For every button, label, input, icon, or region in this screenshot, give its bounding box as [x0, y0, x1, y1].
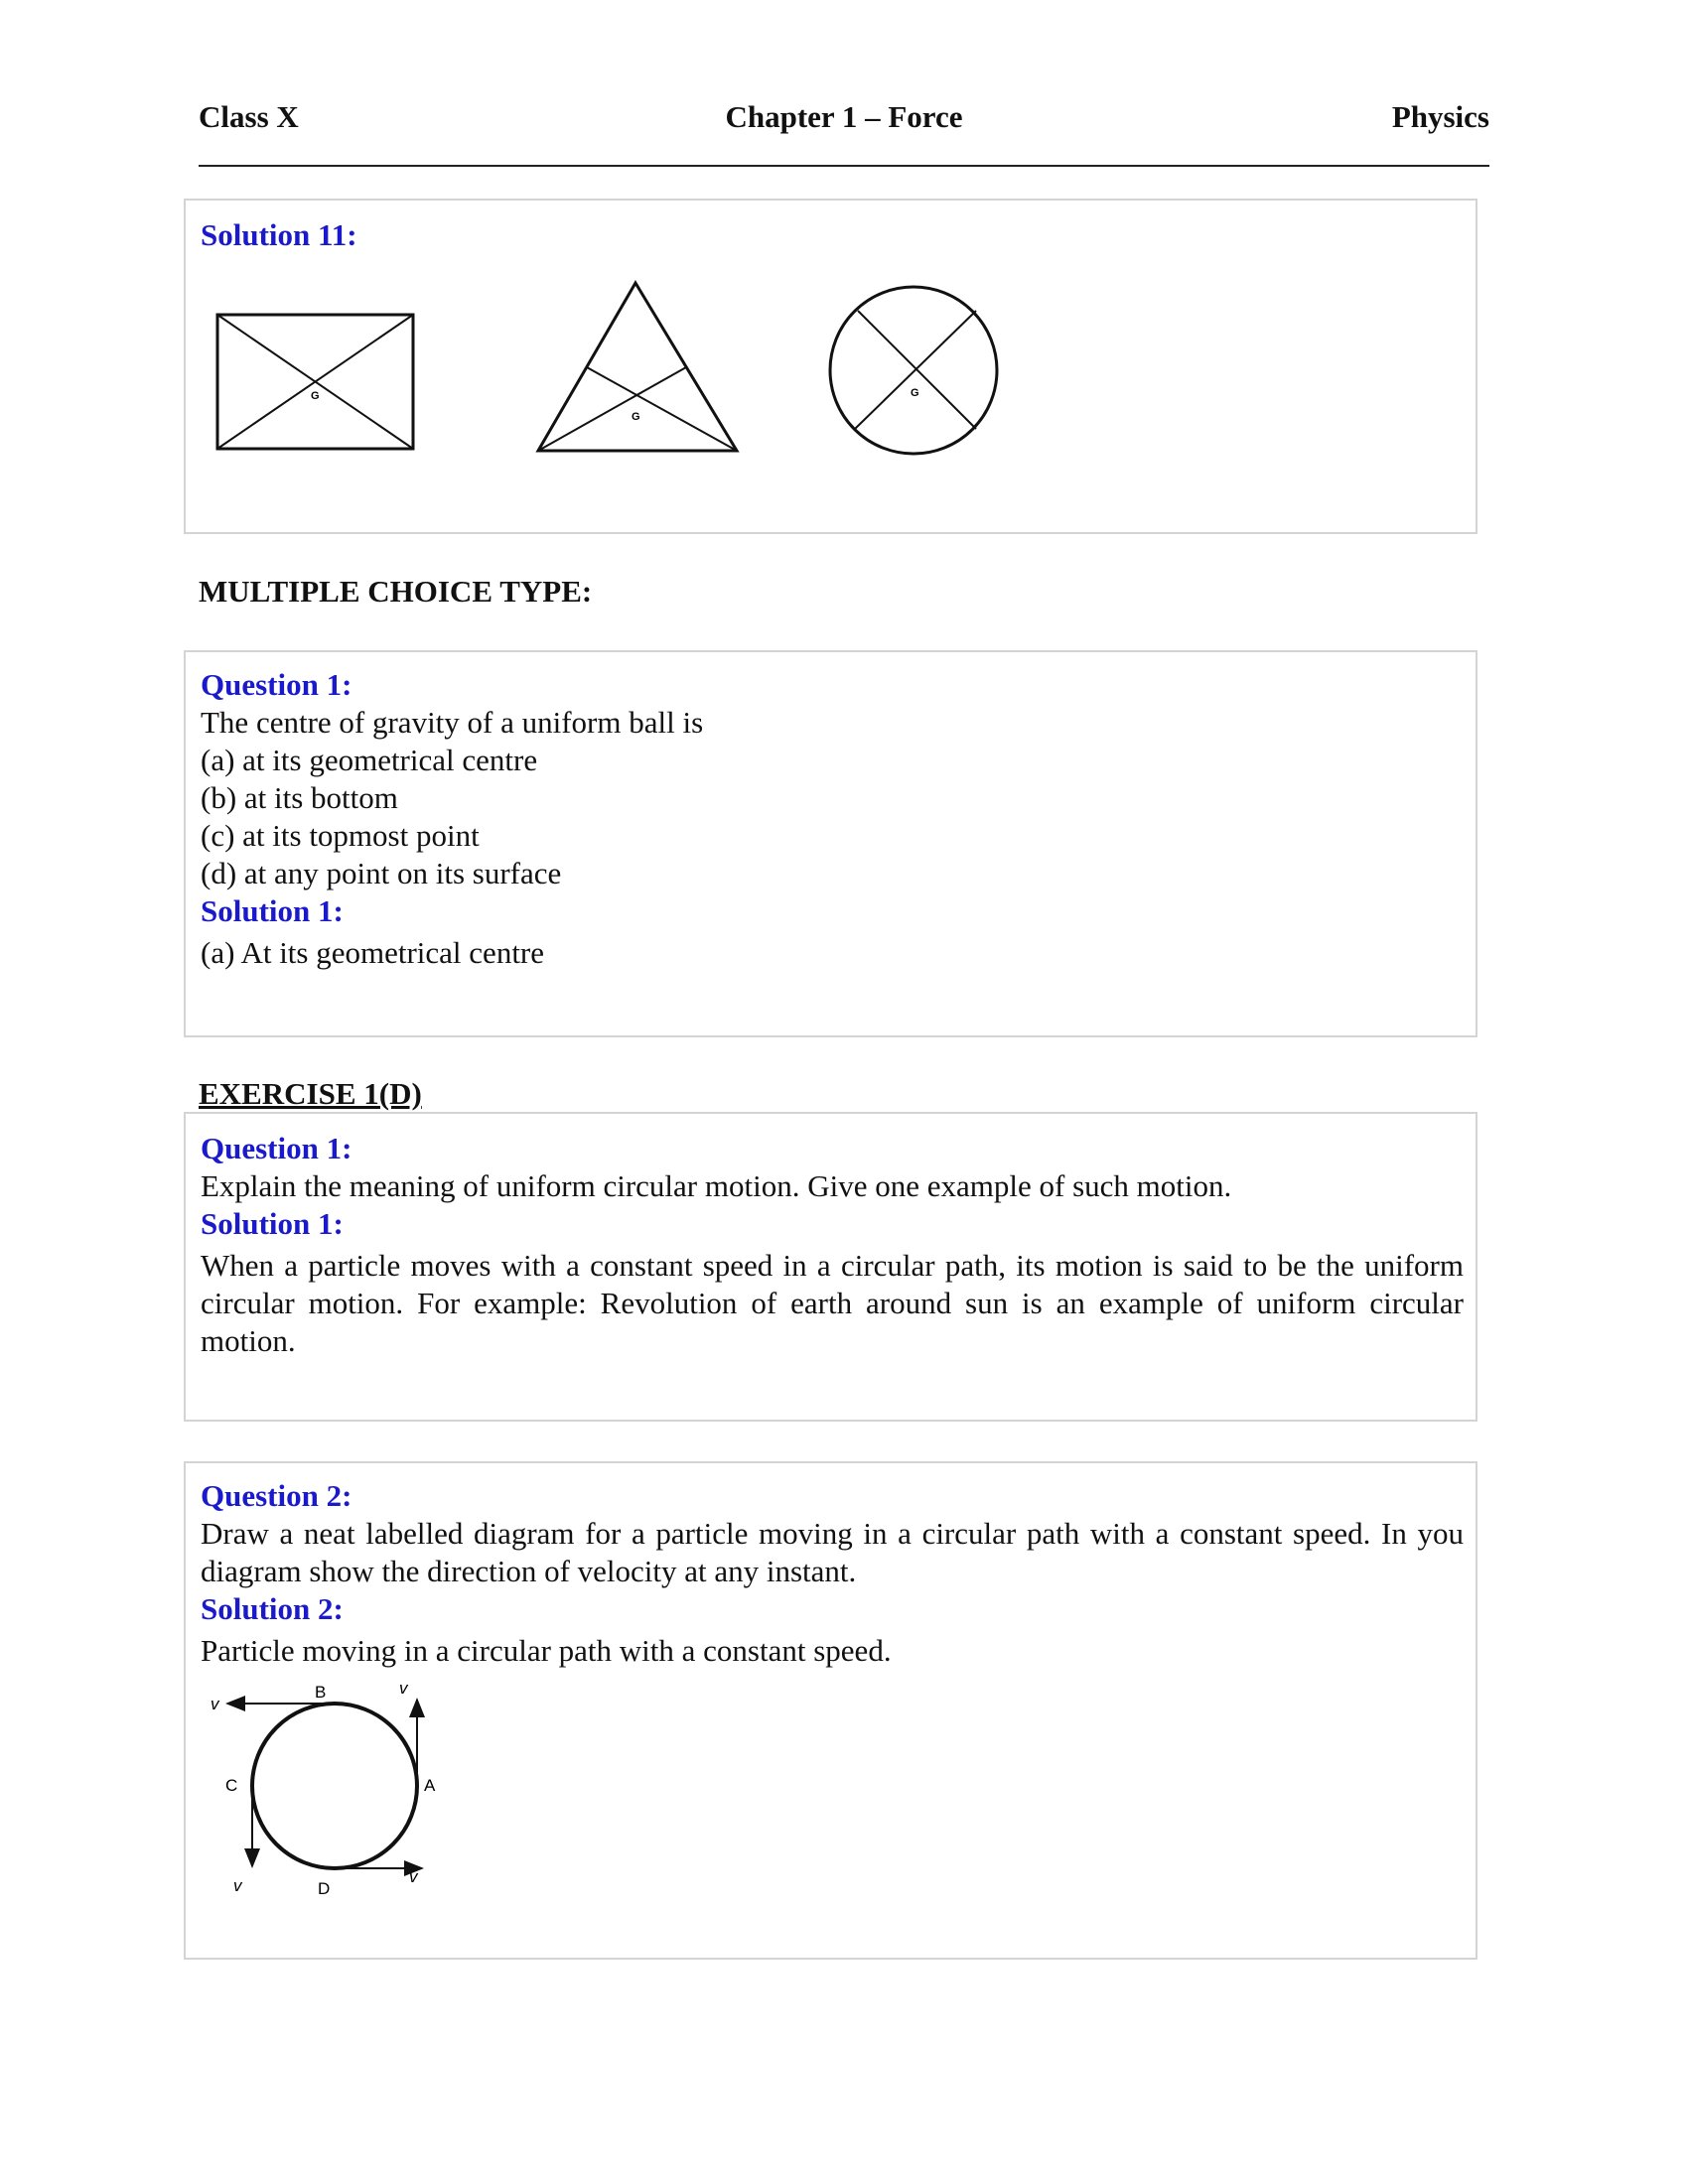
exercise-solution-2-heading: Solution 2:: [201, 1591, 344, 1626]
label-v-b: v: [211, 1695, 219, 1713]
triangle-g-label: G: [632, 411, 640, 423]
header-rule: [199, 165, 1489, 167]
rectangle-g-label: G: [311, 390, 320, 402]
exercise-solution-1-heading: Solution 1:: [201, 1206, 344, 1241]
circular-path: [252, 1704, 417, 1868]
mcq-question-1-box: [184, 650, 1477, 1037]
option-c: (c) at its topmost point: [201, 818, 480, 853]
circle-g-label: G: [911, 387, 919, 399]
exercise-question-2-heading: Question 2:: [201, 1478, 352, 1513]
centre-of-gravity-figures: [186, 280, 1079, 478]
label-a: A: [424, 1776, 436, 1795]
exercise-solution-1-text: When a particle moves with a constant speed in a circular path, its motion is said to be the uniform circular motion. For example: Revolution of earth around sun is an example of uniform circular motion.: [201, 1248, 1464, 1358]
exercise-question-1-box: [184, 1112, 1477, 1422]
option-b: (b) at its bottom: [201, 780, 398, 815]
exercise-title: EXERCISE 1(D): [199, 1076, 422, 1111]
label-b: B: [315, 1683, 327, 1702]
header-chapter: Chapter 1 – Force: [725, 99, 963, 134]
circular-motion-diagram: [196, 1680, 493, 1908]
solution-11-heading: Solution 11:: [201, 217, 357, 252]
rectangle-figure: [217, 315, 413, 449]
mcq-question-1-text: The centre of gravity of a uniform ball is: [201, 705, 704, 740]
mcq-title: MULTIPLE CHOICE TYPE:: [199, 574, 593, 609]
header-class: Class X: [199, 99, 299, 134]
label-v-c: v: [233, 1876, 242, 1895]
page-header: [199, 99, 1489, 143]
label-c: C: [225, 1776, 238, 1795]
mcq-solution-1-text: (a) At its geometrical centre: [201, 935, 545, 970]
option-d: (d) at any point on its surface: [201, 856, 562, 890]
triangle-figure: [538, 283, 737, 451]
option-a: (a) at its geometrical centre: [201, 743, 538, 777]
exercise-question-2-box: [184, 1461, 1477, 1960]
exercise-question-1-heading: Question 1:: [201, 1131, 352, 1165]
label-v-a: v: [399, 1680, 408, 1698]
exercise-question-1-text: Explain the meaning of uniform circular motion. Give one example of such motion.: [201, 1168, 1232, 1203]
circle-figure: [830, 287, 997, 454]
exercise-solution-2-text: Particle moving in a circular path with a constant speed.: [201, 1633, 892, 1668]
mcq-solution-1-heading: Solution 1:: [201, 893, 344, 928]
mcq-question-1-heading: Question 1:: [201, 667, 352, 702]
label-v-d: v: [409, 1867, 418, 1886]
exercise-question-2-text: Draw a neat labelled diagram for a particle moving in a circular path with a constant speed. In you diagram show the direction of velocity at any instant.: [201, 1516, 1464, 1588]
label-d: D: [318, 1879, 331, 1898]
solution-11-box: [184, 199, 1477, 534]
header-subject: Physics: [1391, 99, 1489, 134]
